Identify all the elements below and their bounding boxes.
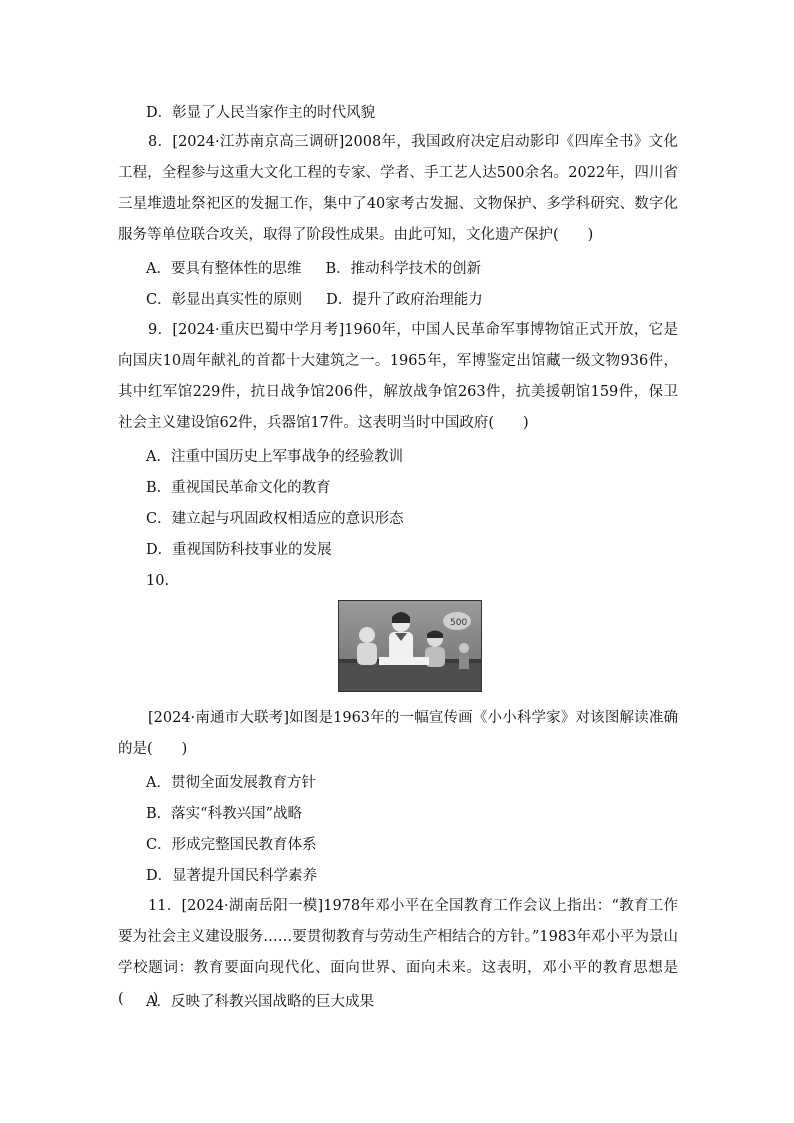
q9-option-c: C．建立起与巩固政权相适应的意识形态 xyxy=(146,511,404,527)
q8-option-a: A．要具有整体性的思维 xyxy=(146,261,302,277)
q10-option-d: D．显著提升国民科学素养 xyxy=(146,868,318,884)
propaganda-painting-figure xyxy=(338,600,482,692)
figure-balloon-label: 500 xyxy=(450,618,468,628)
q9-stem: 9．[2024·重庆巴蜀中学月考]1960年，中国人民革命军事博物馆正式开放，它是向国庆10周年献礼的首都十大建筑之一。1965年，军博鉴定出馆藏一级文物936件，其中红军馆229件，抗日战争馆206件，解放战争馆263件，抗美援朝馆159件，保卫社会主义建设馆62件，兵器馆17件。这表明当时中国政府( ) xyxy=(118,322,678,431)
q8-options-ab xyxy=(146,259,481,279)
q8-stem: 8．[2024·江苏南京高三调研]2008年，我国政府决定启动影印《四库全书》文化工程，全程参与这重大文化工程的专家、学者、手工艺人达500余名。2022年，四川省三星堆遗址祭祀区的发掘工作，集中了40家考古发掘、文物保护、多学科研究、数字化服务等单位联合攻关，取得了阶段性成果。由此可知，文化遗产保护( ) xyxy=(118,134,678,243)
q10-option-c: C．形成完整国民教育体系 xyxy=(146,837,317,853)
q7-option-d: D．彰显了人民当家作主的时代风貌 xyxy=(146,105,376,121)
q9-option-a: A．注重中国历史上军事战争的经验教训 xyxy=(146,449,403,465)
q10-option-a: A．贯彻全面发展教育方针 xyxy=(146,775,316,791)
q9-option-d: D．重视国防科技事业的发展 xyxy=(146,542,332,558)
q10-number: 10. xyxy=(146,573,170,589)
q8-option-b: B．推动科学技术的创新 xyxy=(325,261,482,277)
q10-stem: [2024·南通市大联考]如图是1963年的一幅宣传画《小小科学家》对该图解读准确的是( ) xyxy=(118,710,678,757)
q9-option-b: B．重视国民革命文化的教育 xyxy=(146,480,331,496)
q8-option-d: D．提升了政府治理能力 xyxy=(326,292,483,308)
q10-option-b: B．落实“科教兴国”战略 xyxy=(146,806,302,822)
q11-stem: 11．[2024·湖南岳阳一模]1978年邓小平在全国教育工作会议上指出：“教育工作要为社会主义建设服务……要贯彻教育与劳动生产相结合的方针。”1983年邓小平为景山学校题词：教育要面向现代化、面向世界、面向未来。这表明，邓小平的教育思想是( ) xyxy=(118,898,678,1007)
children-scientists-illustration xyxy=(339,601,481,691)
q11-option-a: A．反映了科教兴国战略的巨大成果 xyxy=(146,994,374,1010)
q8-option-c: C．彰显出真实性的原则 xyxy=(146,292,303,308)
q8-options-cd xyxy=(146,290,483,310)
